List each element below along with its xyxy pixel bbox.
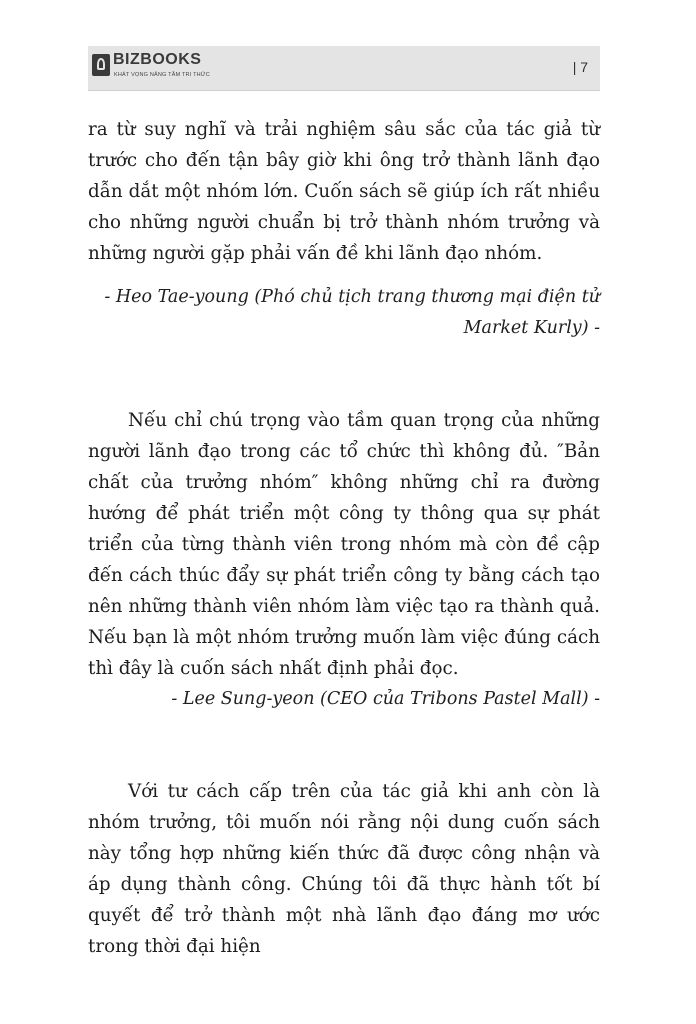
publisher-name: BIZBOOKS <box>113 51 202 68</box>
endorsement-signature: - Lee Sung-yeon (CEO của Tribons Pastel Mall) - <box>171 689 600 709</box>
publisher-tagline: KHÁT VỌNG NÂNG TẦM TRI THỨC <box>114 72 210 78</box>
page-body <box>88 114 600 962</box>
endorsement-paragraph: ra từ suy nghĩ và trải nghiệm sâu sắc của tác giả từ trước cho đến tận bây giờ khi ông trở thành lãnh đạo dẫn dắt một nhóm lớn. Cuốn sách sẽ giúp ích rất nhiều cho những người chuẩn bị trở thành nhóm trưởng và những người gặp phải vấn đề khi lãnh đạo nhóm. <box>88 119 600 264</box>
endorsement-signature: - Heo Tae-young (Phó chủ tịch trang thương mại điện tử Market Kurly) - <box>104 287 600 338</box>
endorsement-paragraph: Với tư cách cấp trên của tác giả khi anh còn là nhóm trưởng, tôi muốn nói rằng nội dung cuốn sách này tổng hợp những kiến thức đã được công nhận và áp dụng thành công. Chúng tôi đã thực hành tốt bí quyết để trở thành một nhà lãnh đạo đáng mơ ước trong thời đại hiện <box>88 781 600 957</box>
endorsement-paragraph: Nếu chỉ chú trọng vào tầm quan trọng của những người lãnh đạo trong các tổ chức thì không đủ. ″Bản chất của trưởng nhóm″ không những chỉ ra đường hướng để phát triển một công ty thông qua sự phát triển của từng thành viên trong nhóm mà còn đề cập đến cách thúc đẩy sự phát triển công ty bằng cách tạo nên những thành viên nhóm làm việc tạo ra thành quả. Nếu bạn là một nhóm trưởng muốn làm việc đúng cách thì đây là cuốn sách nhất định phải đọc. <box>88 410 600 679</box>
section-spacer <box>88 344 600 405</box>
bizbooks-logo-icon <box>92 54 110 76</box>
section-spacer <box>88 715 600 776</box>
page-number: | 7 <box>572 59 588 75</box>
running-header <box>88 46 600 91</box>
